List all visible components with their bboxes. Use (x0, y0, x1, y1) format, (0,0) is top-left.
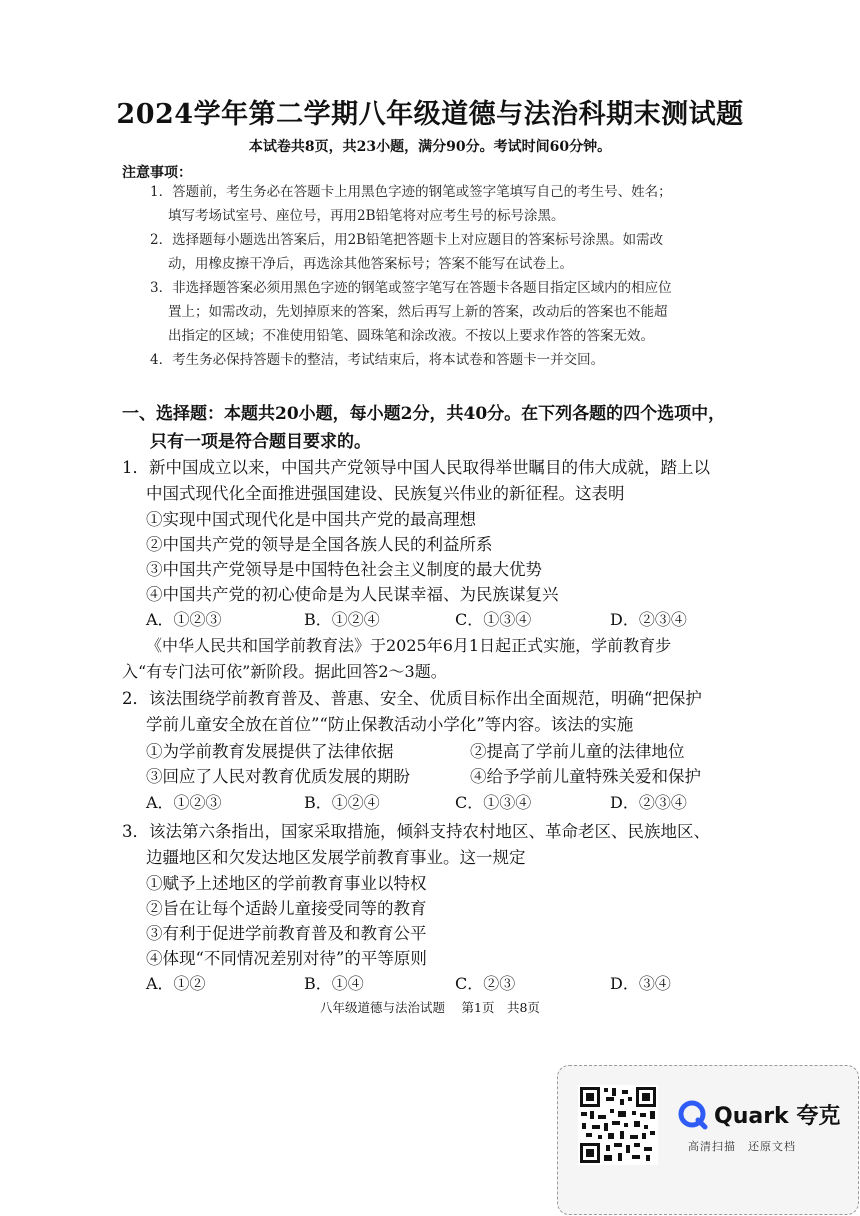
notice-line: 出指定的区域；不准使用铅笔、圆珠笔和涂改液。不按以上要求作答的答案无效。 (168, 328, 654, 344)
q1-option-b: B．①②④ (304, 610, 380, 629)
q2-item: ④给予学前儿童特殊关爱和保护 (470, 767, 701, 786)
passage-line: 《中华人民共和国学前教育法》于2025年6月1日起正式实施，学前教育步 (146, 636, 672, 655)
q2-item: ①为学前教育发展提供了法律依据 (146, 742, 394, 761)
page-footer: 八年级道德与法治试题 第1页 共8页 (320, 1000, 540, 1015)
q1-option-a: A．①②③ (146, 610, 222, 629)
q1-item: ①实现中国式现代化是中国共产党的最高理想 (146, 510, 476, 529)
q2-stem-cont: 学前儿童安全放在首位”“防止保教活动小学化”等内容。该法的实施 (146, 715, 634, 734)
exam-info: 本试卷共8页，共23小题，满分90分。考试时间60分钟。 (248, 139, 612, 155)
quark-brand: Quark 夸克 (714, 1104, 841, 1129)
notice-line: 2．选择题每小题选出答案后，用2B铅笔把答题卡上对应题目的答案标号涂黑。如需改 (150, 232, 664, 248)
quark-tagline: 高清扫描 还原文档 (688, 1140, 796, 1153)
q2-option-c: C．①③④ (455, 793, 532, 812)
notice-line: 填写考场试室号、座位号，再用2B铅笔将对应考生号的标号涂黑。 (168, 208, 565, 224)
q3-stem-cont: 边疆地区和欠发达地区发展学前教育事业。这一规定 (146, 848, 526, 867)
q2-option-a: A．①②③ (146, 793, 222, 812)
q3-option-b: B．①④ (304, 974, 364, 993)
q1-stem: 1．新中国成立以来，中国共产党领导中国人民取得举世瞩目的伟大成就，踏上以 (122, 458, 710, 477)
section-heading-cont: 只有一项是符合题目要求的。 (150, 432, 371, 452)
passage-line: 入“有专门法可依”新阶段。据此回答2～3题。 (122, 662, 447, 681)
section-heading: 一、选择题：本题共20小题，每小题2分，共40分。在下列各题的四个选项中， (122, 404, 726, 424)
notice-heading: 注意事项： (122, 165, 192, 181)
q1-item: ③中国共产党领导是中国特色社会主义制度的最大优势 (146, 560, 542, 579)
q3-option-d: D．③④ (610, 974, 671, 993)
q1-item: ④中国共产党的初心使命是为人民谋幸福、为民族谋复兴 (146, 585, 559, 604)
notice-line: 4．考生务必保持答题卡的整洁，考试结束后，将本试卷和答题卡一并交回。 (150, 352, 605, 368)
page-title: 2024学年第二学期八年级道德与法治科期末测试题 (116, 99, 744, 130)
qr-code-icon (578, 1085, 658, 1165)
q3-option-c: C．②③ (455, 974, 516, 993)
notice-line: 动，用橡皮擦干净后，再选涂其他答案标号；答案不能写在试卷上。 (168, 256, 573, 272)
q2-item: ②提高了学前儿童的法律地位 (470, 742, 685, 761)
q3-item: ①赋予上述地区的学前教育事业以特权 (146, 874, 427, 893)
q1-stem-cont: 中国式现代化全面推进强国建设、民族复兴伟业的新征程。这表明 (146, 484, 625, 503)
notice-line: 置上；如需改动，先划掉原来的答案，然后再写上新的答案，改动后的答案也不能超 (168, 304, 668, 320)
q2-option-b: B．①②④ (304, 793, 380, 812)
q2-item: ③回应了人民对教育优质发展的期盼 (146, 767, 410, 786)
notice-line: 3．非选择题答案必须用黑色字迹的钢笔或签字笔写在答题卡各题目指定区域内的相应位 (150, 280, 672, 296)
q3-item: ④体现“不同情况差别对待”的平等原则 (146, 949, 427, 968)
q2-stem: 2．该法围绕学前教育普及、普惠、安全、优质目标作出全面规范，明确“把保护 (122, 689, 702, 708)
q2-option-d: D．②③④ (610, 793, 687, 812)
q3-item: ③有利于促进学前教育普及和教育公平 (146, 924, 427, 943)
q1-option-d: D．②③④ (610, 610, 687, 629)
q3-stem: 3．该法第六条指出，国家采取措施，倾斜支持农村地区、革命老区、民族地区、 (122, 822, 710, 841)
notice-line: 1．答题前，考生务必在答题卡上用黑色字迹的钢笔或签字笔填写自己的考生号、姓名； (150, 184, 672, 200)
q1-item: ②中国共产党的领导是全国各族人民的利益所系 (146, 535, 493, 554)
q1-option-c: C．①③④ (455, 610, 532, 629)
quark-logo-icon (678, 1100, 708, 1130)
q3-item: ②旨在让每个适龄儿童接受同等的教育 (146, 899, 427, 918)
q3-option-a: A．①② (146, 974, 206, 993)
